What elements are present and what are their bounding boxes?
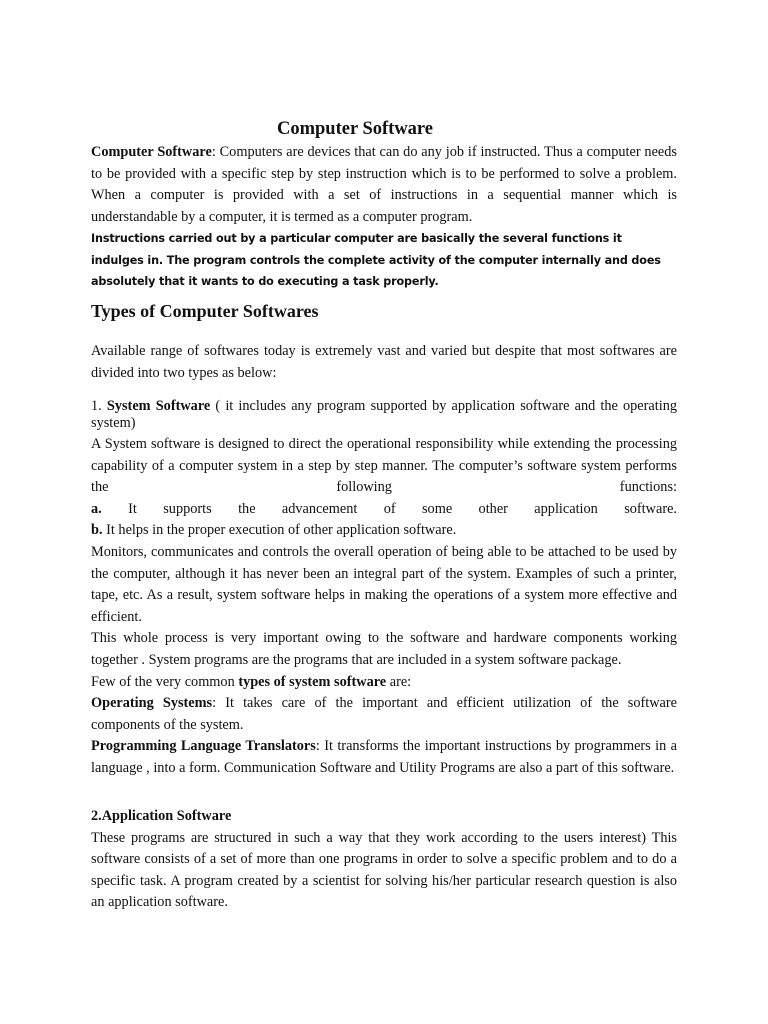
application-software-paragraph: These programs are structured in such a way that they work according to the users interest) This software consists of a set of more than one programs in order to solve a specific problem and to do a specific task. A program created by a scientist for solving his/her particular research question is also an application software. <box>91 829 677 911</box>
common-suffix: are: <box>386 673 412 690</box>
common-prefix: Few of the very common <box>91 673 239 690</box>
types-heading: Types of Computer Softwares <box>91 301 319 321</box>
item-a-text: It supports the advancement of some other application software. <box>128 500 677 517</box>
intro-text: : Computers are devices that can do any job if instructed. Thus a computer needs to be provided with a specific step by step instruction which is to be performed to solve a problem. When a computer is provided with a set of instructions in a sequential manner which is understandable by a computer, it is termed as a computer program. <box>91 144 677 225</box>
intro-paragraph <box>91 142 677 228</box>
common-types-line <box>91 672 677 694</box>
item-a-label: a. <box>91 500 102 517</box>
document-title: Computer Software <box>276 119 434 139</box>
item-b-text: It helps in the proper execution of other application software. <box>106 522 457 539</box>
application-software-section <box>91 806 677 914</box>
system-software-description: A System software is designed to direct the operational responsibility while extending the processing capability of a computer system in a step by step manner. The computer’s software system performs the following functions: <box>91 436 677 496</box>
plt-text: : It transforms the important instructions by programmers in a language , into a form. Communication Software and Utility Programs are also a part of this software. <box>91 738 677 776</box>
item-b-label: b. <box>91 522 103 539</box>
system-software-note: ( it includes any program supported by application software and the operating system) <box>91 398 677 431</box>
operating-systems-paragraph <box>91 693 677 736</box>
os-text: : It takes care of the important and efficient utilization of the software components of the system. <box>91 695 678 733</box>
system-software-section <box>91 398 677 780</box>
system-software-number: 1. <box>91 398 102 414</box>
common-bold: types of system software <box>238 673 387 690</box>
process-paragraph: This whole process is very important owing to the software and hardware components working together . System programs are the programs that are included in a system software package. <box>91 630 677 668</box>
system-software-heading <box>91 398 677 432</box>
monitors-paragraph: Monitors, communicates and controls the overall operation of being able to be attached to be used by the computer, although it has never been an integral part of the system. Examples of such a printer, tape, etc. As a result, system software helps in making the operations of a system more effective and efficient. <box>91 543 677 625</box>
plt-lead: Programming Language Translators <box>91 738 316 755</box>
translators-paragraph <box>91 736 677 779</box>
intro-bold-paragraph: Instructions carried out by a particular computer are basically the several functions it indulges in. The program controls the complete activity of the computer internally and does absolutely that it wants to do executing a task properly. <box>91 232 661 288</box>
system-function-a <box>91 499 677 521</box>
system-software-lead: System Software <box>106 398 211 414</box>
types-intro-paragraph: Available range of softwares today is extremely vast and varied but despite that most softwares are divided into two types as below: <box>91 343 677 381</box>
types-intro-section <box>91 341 677 384</box>
application-heading-text: 2.Application Software <box>91 808 232 824</box>
intro-lead: Computer Software <box>91 144 212 160</box>
intro-section <box>91 142 677 292</box>
system-function-b <box>91 520 677 542</box>
application-software-heading <box>91 806 677 828</box>
os-lead: Operating Systems <box>91 695 213 712</box>
